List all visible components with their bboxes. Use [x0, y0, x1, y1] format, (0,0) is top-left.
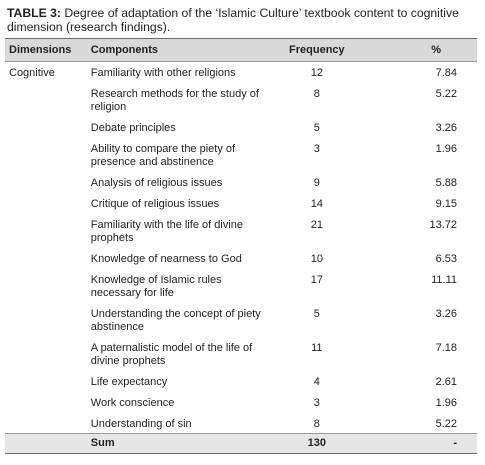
percent-cell: 5.88 [435, 177, 457, 189]
component-cell: Ability to compare the piety of presence and abstinence [90, 143, 236, 168]
frequency-cell: 11 [311, 342, 323, 354]
component-cell: Life expectancy [90, 376, 168, 388]
table-row [5, 171, 477, 192]
component-cell: Knowledge of Islamic rules necessary for life [90, 274, 222, 299]
table-row [5, 137, 477, 171]
component-cell: Knowledge of nearness to God [90, 253, 242, 265]
table-row [5, 116, 477, 137]
component-cell: A paternalistic model of the life of divine prophets [90, 342, 253, 367]
header-percent: % [368, 39, 477, 62]
dimension-cell [5, 171, 87, 192]
component-cell: Analysis of religious issues [90, 177, 223, 189]
sum-row [5, 434, 477, 454]
dimension-cell: Cognitive [9, 67, 55, 79]
percent-cell: 5.22 [435, 88, 457, 100]
frequency-cell: 10 [310, 253, 323, 265]
frequency-cell: 5 [313, 122, 320, 134]
component-cell: Work conscience [90, 397, 175, 409]
frequency-cell: 14 [310, 198, 323, 210]
percent-cell: 7.18 [435, 342, 457, 354]
sum-percent: - [368, 434, 477, 454]
table-row [5, 192, 477, 213]
frequency-cell: 21 [310, 219, 323, 231]
component-cell: Familiarity with the life of divine prophets [90, 219, 244, 244]
dimension-cell [5, 192, 87, 213]
table-row [5, 82, 477, 116]
frequency-cell: 3 [313, 143, 320, 155]
sum-label: Sum [87, 434, 266, 454]
dimension-cell [5, 247, 87, 268]
table-row [5, 213, 477, 247]
frequency-cell: 17 [310, 274, 323, 286]
sum-frequency: 130 [266, 434, 368, 454]
percent-cell: 2.61 [435, 376, 457, 388]
percent-cell: 13.72 [429, 219, 457, 231]
table-row [5, 62, 477, 83]
header-components: Components [87, 39, 266, 62]
table-row [5, 336, 477, 370]
dimension-cell [5, 116, 87, 137]
percent-cell: 1.96 [435, 397, 457, 409]
component-cell: Critique of religious issues [90, 198, 220, 210]
dimension-cell [5, 82, 87, 116]
caption-text: Degree of adaptation of the ‘Islamic Culture’ textbook content to cognitive dimension (research findings). [7, 6, 459, 34]
frequency-cell: 8 [313, 418, 320, 430]
table-row [5, 391, 477, 412]
dimension-cell [5, 137, 87, 171]
frequency-cell: 8 [313, 88, 320, 100]
component-cell: Debate principles [90, 122, 176, 134]
caption-label: TABLE 3: [7, 6, 61, 20]
dimension-cell [5, 412, 87, 434]
component-cell: Research methods for the study of religion [90, 88, 259, 113]
table-row [5, 268, 477, 302]
dimension-cell [5, 302, 87, 336]
percent-cell: 3.26 [435, 122, 457, 134]
dimension-cell [5, 336, 87, 370]
dimension-cell [5, 370, 87, 391]
dimension-cell [5, 391, 87, 412]
table-caption [7, 6, 477, 34]
dimension-cell [5, 213, 87, 247]
component-cell: Understanding the concept of piety abstinence [90, 308, 261, 333]
table-body [5, 62, 477, 454]
percent-cell: 6.53 [435, 253, 457, 265]
component-cell: Familiarity with other religions [90, 67, 236, 79]
component-cell: Understanding of sin [90, 418, 192, 430]
percent-cell: 1.96 [435, 143, 457, 155]
table-row [5, 302, 477, 336]
frequency-cell: 4 [313, 376, 320, 388]
frequency-cell: 12 [310, 67, 323, 79]
frequency-cell: 3 [313, 397, 320, 409]
percent-cell: 3.26 [435, 308, 457, 320]
table-row [5, 370, 477, 391]
percent-cell: 9.15 [435, 198, 457, 210]
adaptation-table [5, 38, 477, 454]
table-row [5, 412, 477, 434]
frequency-cell: 5 [313, 308, 320, 320]
header-dimensions: Dimensions [5, 39, 87, 62]
header-frequency: Frequency [266, 39, 368, 62]
header-row [5, 39, 477, 62]
table-row [5, 247, 477, 268]
percent-cell: 11.11 [431, 274, 457, 286]
sum-blank-cell [5, 434, 87, 454]
percent-cell: 5.22 [435, 418, 457, 430]
percent-cell: 7.84 [435, 67, 457, 79]
dimension-cell [5, 268, 87, 302]
frequency-cell: 9 [313, 177, 320, 189]
